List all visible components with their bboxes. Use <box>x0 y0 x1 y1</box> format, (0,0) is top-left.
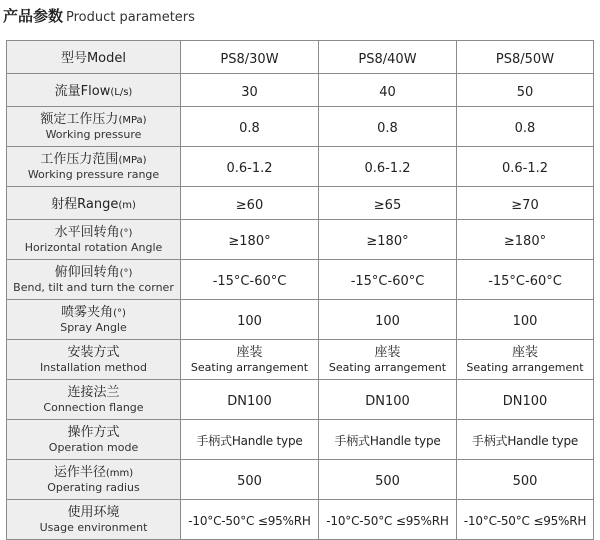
table-cell: 100 <box>319 300 457 340</box>
table-row <box>7 420 594 460</box>
table-cell: DN100 <box>319 380 457 420</box>
table-cell: -15°C-60°C <box>457 260 594 300</box>
table-cell: ≥180° <box>457 220 594 260</box>
table-cell: 0.6-1.2 <box>319 147 457 187</box>
page-title-en: Product parameters <box>66 10 195 25</box>
table-cell: 0.8 <box>181 107 319 147</box>
table-cell: ≥65 <box>319 187 457 220</box>
row-label-installation-method: 安装方式 Installation method <box>7 340 181 380</box>
row-label-spray-angle: 喷雾夹角(°) Spray Angle <box>7 300 181 340</box>
table-cell: 座装 Seating arrangement <box>181 340 319 380</box>
table-cell: DN100 <box>181 380 319 420</box>
header-model-3: PS8/50W <box>457 41 594 74</box>
table-row <box>7 340 594 380</box>
row-label-horizontal-rotation: 水平回转角(°) Horizontal rotation Angle <box>7 220 181 260</box>
row-label-pitch-rotation: 俯仰回转角(°) Bend, tilt and turn the corner <box>7 260 181 300</box>
table-row <box>7 74 594 107</box>
table-row <box>7 380 594 420</box>
table-cell: -10°C-50°C ≤95%RH <box>319 500 457 540</box>
page-title-zh: 产品参数 <box>3 7 64 25</box>
table-cell: 100 <box>457 300 594 340</box>
table-cell: ≥180° <box>181 220 319 260</box>
table-cell: DN100 <box>457 380 594 420</box>
row-label-working-pressure-range: 工作压力范围(MPa) Working pressure range <box>7 147 181 187</box>
table-row <box>7 107 594 147</box>
table-row <box>7 460 594 500</box>
page-title <box>3 5 195 31</box>
table-cell: ≥180° <box>319 220 457 260</box>
table-cell: 手柄式Handle type <box>319 420 457 460</box>
row-label-operation-mode: 操作方式 Operation mode <box>7 420 181 460</box>
table-cell: 座装 Seating arrangement <box>319 340 457 380</box>
table-row <box>7 300 594 340</box>
table-cell: -15°C-60°C <box>319 260 457 300</box>
header-model-1: PS8/30W <box>181 41 319 74</box>
table-cell: 30 <box>181 74 319 107</box>
table-header-row <box>7 41 594 74</box>
row-label-usage-environment: 使用环境 Usage environment <box>7 500 181 540</box>
row-label-range: 射程Range(m) <box>7 187 181 220</box>
table-cell: 0.8 <box>319 107 457 147</box>
table-cell: 座装 Seating arrangement <box>457 340 594 380</box>
table-row <box>7 220 594 260</box>
table-cell: 0.6-1.2 <box>181 147 319 187</box>
table-cell: 500 <box>181 460 319 500</box>
row-label-working-pressure: 额定工作压力(MPa) Working pressure <box>7 107 181 147</box>
table-cell: 0.8 <box>457 107 594 147</box>
table-row <box>7 147 594 187</box>
table-cell: ≥60 <box>181 187 319 220</box>
table-row <box>7 260 594 300</box>
row-label-connection-flange: 连接法兰 Connection flange <box>7 380 181 420</box>
table-row <box>7 500 594 540</box>
table-cell: 100 <box>181 300 319 340</box>
table-cell: 手柄式Handle type <box>181 420 319 460</box>
table-cell: ≥70 <box>457 187 594 220</box>
product-parameters-table <box>6 40 594 540</box>
table-cell: 40 <box>319 74 457 107</box>
table-cell: 500 <box>457 460 594 500</box>
header-model-label: 型号Model <box>7 41 181 74</box>
header-model-2: PS8/40W <box>319 41 457 74</box>
row-label-operating-radius: 运作半径(mm) Operating radius <box>7 460 181 500</box>
table-cell: 0.6-1.2 <box>457 147 594 187</box>
table-cell: -15°C-60°C <box>181 260 319 300</box>
table-cell: 50 <box>457 74 594 107</box>
table-cell: 手柄式Handle type <box>457 420 594 460</box>
table-cell: -10°C-50°C ≤95%RH <box>181 500 319 540</box>
row-label-flow: 流量Flow(L/s) <box>7 74 181 107</box>
table-cell: 500 <box>319 460 457 500</box>
table-row <box>7 187 594 220</box>
table-cell: -10°C-50°C ≤95%RH <box>457 500 594 540</box>
